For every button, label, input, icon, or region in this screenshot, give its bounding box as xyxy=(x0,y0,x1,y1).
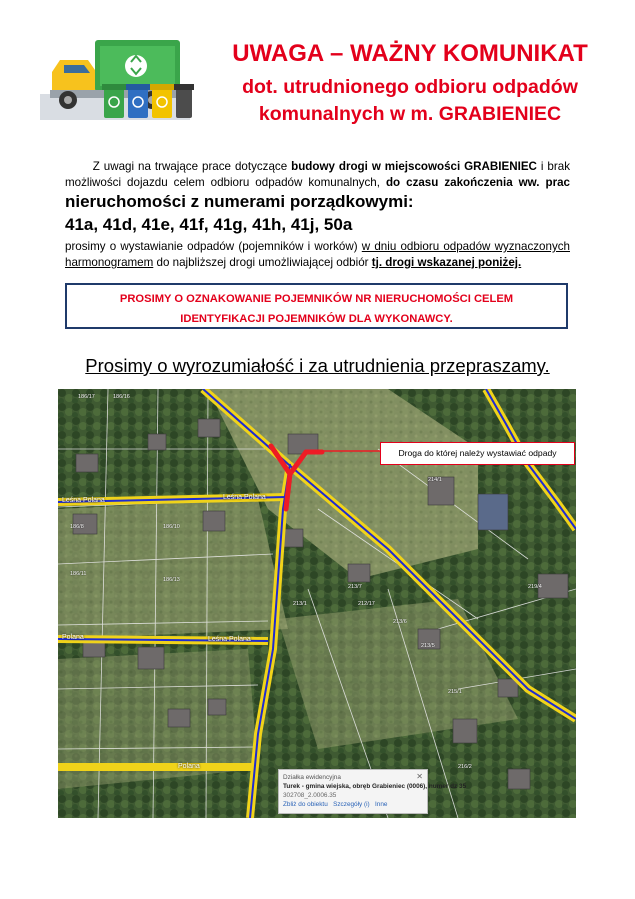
headline-subtitle-line2: komunalnych w m. GRABIENIEC xyxy=(258,103,562,125)
body-line-2 xyxy=(65,176,570,189)
body-text-bold: do czasu zakończenia ww. prac xyxy=(385,176,570,189)
notice-line-2: IDENTYFIKACJI POJEMNIKÓW DLA WYKONAWCY. xyxy=(180,313,453,325)
plot-number: 186/10 xyxy=(163,524,180,530)
plot-number: 186/13 xyxy=(163,577,180,583)
plot-number: 215/1 xyxy=(448,689,462,695)
property-numbers: 41a, 41d, 41e, 41f, 41g, 41h, 41j, 50a xyxy=(65,215,353,234)
street-label: Leśna Polana xyxy=(223,494,266,501)
other-link[interactable]: Inne xyxy=(375,801,388,808)
popup-links xyxy=(283,800,423,809)
plot-number: 216/2 xyxy=(458,764,472,770)
satellite-map xyxy=(58,389,576,818)
body-text: i brak xyxy=(536,160,570,173)
garbage-truck-icon xyxy=(40,20,195,132)
street-label: Polana xyxy=(62,634,84,641)
body-line-5 xyxy=(65,240,570,253)
body-text-underlined: w dniu odbioru odpadów wyznaczonych xyxy=(361,240,570,253)
map-callout: Droga do której należy wystawiać odpady xyxy=(380,442,575,465)
plot-number: 213/5 xyxy=(421,643,435,649)
plot-number: 213/1 xyxy=(293,601,307,607)
popup-parcel: Turek - gmina wiejska, obręb Grabieniec (0006), numer dz 35 xyxy=(283,783,467,790)
plot-number: 186/16 xyxy=(113,394,130,400)
body-text-underlined: harmonogramem xyxy=(65,256,154,269)
body-line-1 xyxy=(65,160,570,173)
zoom-to-object-link[interactable]: Zbliż do obiektu xyxy=(283,801,328,808)
plot-number: 219/4 xyxy=(528,584,542,590)
properties-heading: nieruchomości z numerami porządkowymi: xyxy=(65,192,414,211)
plot-number: 186/17 xyxy=(78,394,95,400)
body-text: prosimy o wystawianie odpadów (pojemników i worków) xyxy=(65,240,362,253)
street-label: Leśna Polana xyxy=(208,636,251,643)
street-label: Leśna Polana xyxy=(62,497,105,504)
headline-subtitle-line1: dot. utrudnionego odbioru odpadów xyxy=(242,76,578,98)
parcel-info-popup xyxy=(278,769,467,814)
notice-line-1: PROSIMY O OZNAKOWANIE POJEMNIKÓW NR NIERUCHOMOŚCI CELEM xyxy=(119,293,514,305)
popup-title: Działka ewidencyjna xyxy=(283,774,341,781)
notice-box xyxy=(65,283,568,329)
popup-parcel-id: 302708_2.0006.35 xyxy=(283,792,337,799)
street-label: Polana xyxy=(178,763,200,770)
plot-number: 186/8 xyxy=(70,524,84,530)
body-text-bold: budowy drogi w miejscowości GRABIENIEC xyxy=(291,160,537,173)
apology-text: Prosimy o wyrozumiałość i za utrudnienia przepraszamy. xyxy=(85,355,550,376)
plot-number: 212/17 xyxy=(358,601,375,607)
body-text-bold-underlined: tj. drogi wskazanej poniżej. xyxy=(371,256,522,269)
plot-number: 214/1 xyxy=(428,477,442,483)
body-line-6 xyxy=(65,256,570,269)
details-link[interactable]: Szczegóły (i) xyxy=(333,801,370,808)
body-text: Z uwagi na trwające prace dotyczące xyxy=(92,160,292,173)
headline-title: UWAGA – WAŻNY KOMUNIKAT xyxy=(232,40,588,67)
plot-number: 213/6 xyxy=(393,619,407,625)
plot-number: 186/11 xyxy=(70,571,87,577)
body-text: możliwości dojazdu celem odbioru odpadów komunalnych, xyxy=(65,176,386,189)
close-icon[interactable]: ✕ xyxy=(416,772,423,781)
body-text: do najbliższej drogi umożliwiającej odbiór xyxy=(153,256,372,269)
plot-number: 213/7 xyxy=(348,584,362,590)
